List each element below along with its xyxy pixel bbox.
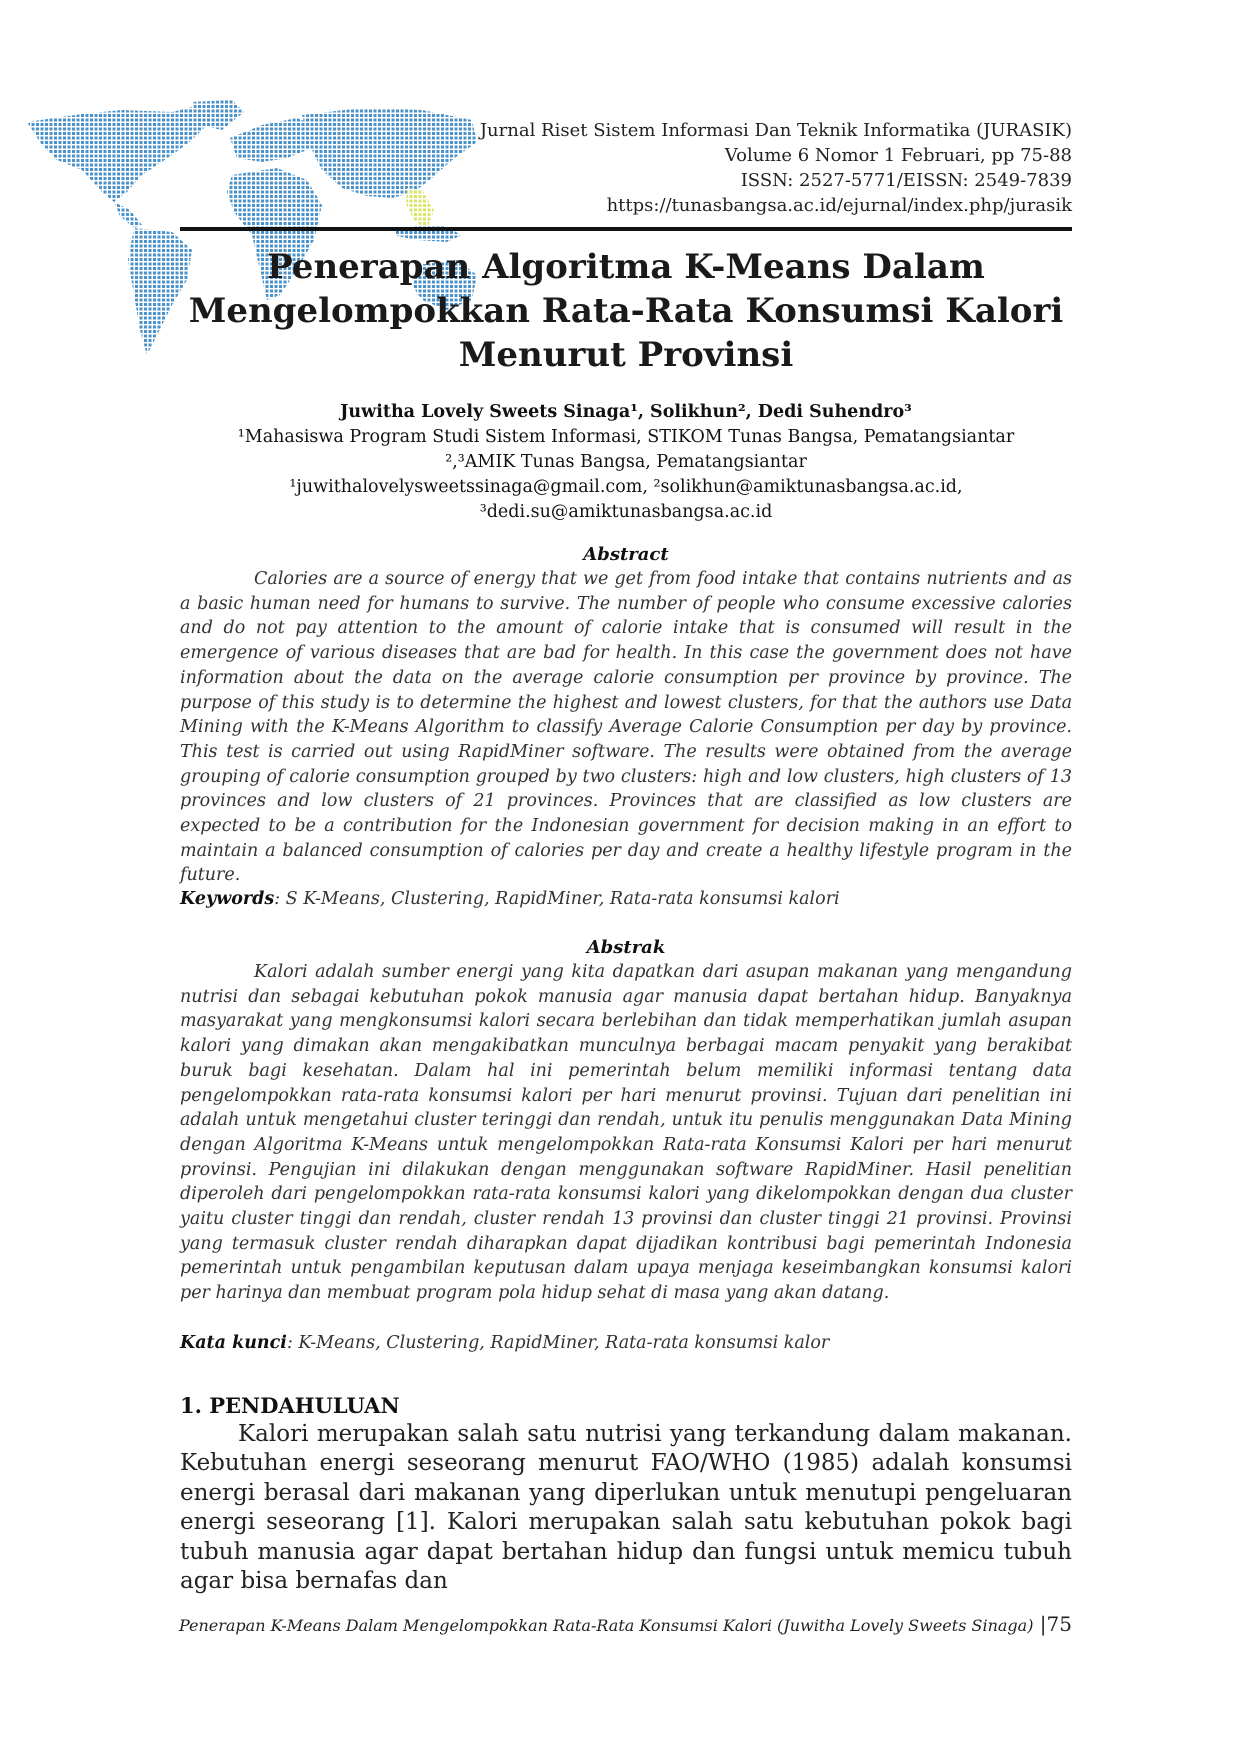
title-line-1: Penerapan Algoritma K-Means Dalam: [267, 247, 985, 287]
title-line-3: Menurut Provinsi: [458, 335, 794, 375]
header-rule: [180, 227, 1072, 231]
journal-issn: ISSN: 2527-5771/EISSN: 2549-7839: [740, 170, 1072, 191]
keywords-indonesian: [180, 1331, 1072, 1355]
journal-header: [480, 118, 1072, 218]
author-block: [180, 400, 1072, 525]
journal-volume: Volume 6 Nomor 1 Februari, pp 75-88: [724, 145, 1072, 166]
running-title: Penerapan K-Means Dalam Mengelompokkan Rata-Rata Konsumsi Kalori (Juwitha Lovely Sweets Sinaga): [178, 1616, 1034, 1635]
page-number: 75: [1046, 1612, 1072, 1636]
affiliation-2: ²,³AMIK Tunas Bangsa, Pematangsiantar: [445, 452, 807, 472]
affiliation-1: ¹Mahasiswa Program Studi Sistem Informasi, STIKOM Tunas Bangsa, Pematangsiantar: [237, 427, 1015, 447]
keywords-english: [180, 887, 1072, 911]
paper-title: [180, 245, 1072, 377]
page-footer: [179, 1612, 1072, 1636]
kata-kunci-list: : K-Means, Clustering, RapidMiner, Rata-rata konsumsi kalor: [286, 1333, 830, 1353]
kata-kunci-label: Kata kunci: [180, 1333, 287, 1353]
footer-separator: |: [1033, 1612, 1047, 1636]
abstract-english: [180, 542, 1072, 888]
abstract-text: Calories are a source of energy that we get from food intake that contains nutrients and as a basic human need for humans to survive. The number of people who consume excessive calories and do not pay attention to the amount of calorie intake that is consumed will result in the emergence of various diseases that are bad for health. In this case the government does not have information about the data on the average calorie consumption per province by province. The purpose of this study is to determine the highest and lowest clusters, for that the authors use Data Mining with the K-Means Algorithm to classify Average Calorie Consumption per day by province. This test is carried out using RapidMiner software. The results were obtained from the average grouping of calorie consumption grouped by two clusters: high and low clusters, high clusters of 13 provinces and low clusters of 21 provinces. Provinces that are classified as low clusters are expected to be a contribution for the Indonesian government for decision making in an effort to maintain a balanced consumption of calories per day and create a healthy lifestyle program in the future.: [180, 569, 1072, 886]
abstrak-text: Kalori adalah sumber energi yang kita dapatkan dari asupan makanan yang mengandung nutrisi dan sebagai kebutuhan pokok manusia agar manusia dapat bertahan hidup. Banyaknya masyarakat yang mengkonsumsi kalori secara berlebihan dan tidak memperhatikan jumlah asupan kalori yang dimakan akan mengakibatkan munculnya berbagai macam penyakit yang berakibat buruk bagi kesehatan. Dalam hal ini pemerintah belum memiliki informasi tentang data pengelompokkan rata-rata konsumsi kalori per hari menurut provinsi. Tujuan dari penelitian ini adalah untuk mengetahui cluster teringgi dan rendah, untuk itu penulis menggunakan Data Mining dengan Algoritma K-Means untuk mengelompokkan Rata-rata Konsumsi Kalori per hari menurut provinsi. Pengujian ini dilakukan dengan menggunakan software RapidMiner. Hasil penelitian diperoleh dari pengelompokkan rata-rata konsumsi kalori yang dikelompokkan dengan dua cluster yaitu cluster tinggi dan rendah, cluster rendah 13 provinsi dan cluster tinggi 21 provinsi. Provinsi yang termasuk cluster rendah diharapkan dapat dijadikan kontribusi bagi pemerintah Indonesia pemerintah untuk pengambilan keputusan dalam upaya menjaga keseimbangkan konsumsi kalori per harinya dan membuat program pola hidup sehat di masa yang akan datang.: [180, 962, 1072, 1304]
abstrak-heading: Abstrak: [586, 937, 666, 958]
keywords-label: Keywords: [180, 889, 275, 909]
abstract-indonesian: [180, 935, 1072, 1306]
abstract-heading: Abstract: [583, 544, 669, 565]
section-body: Kalori merupakan salah satu nutrisi yang terkandung dalam makanan. Kebutuhan energi seseorang menurut FAO/WHO (1985) adalah konsumsi energi berasal dari makanan yang diperlukan untuk menutupi pengeluaran energi seseorang [1]. Kalori merupakan salah satu kebutuhan pokok bagi tubuh manusia agar dapat bertahan hidup dan fungsi untuk memicu tubuh agar bisa bernafas dan: [180, 1421, 1072, 1595]
journal-name: Jurnal Riset Sistem Informasi Dan Teknik Informatika (JURASIK): [479, 120, 1072, 141]
section-heading: 1. PENDAHULUAN: [180, 1393, 400, 1418]
keywords-list: : S K-Means, Clustering, RapidMiner, Rata-rata konsumsi kalori: [274, 889, 840, 909]
title-line-2: Mengelompokkan Rata-Rata Konsumsi Kalori: [188, 291, 1064, 331]
journal-url[interactable]: https://tunasbangsa.ac.id/ejurnal/index.php/jurasik: [606, 195, 1072, 216]
author-emails-2[interactable]: ³dedi.su@amiktunasbangsa.ac.id: [479, 502, 773, 522]
author-names: Juwitha Lovely Sweets Sinaga¹, Solikhun², Dedi Suhendro³: [340, 402, 912, 422]
author-emails-1[interactable]: ¹juwithalovelysweetssinaga@gmail.com, ²solikhun@amiktunasbangsa.ac.id,: [289, 477, 963, 497]
